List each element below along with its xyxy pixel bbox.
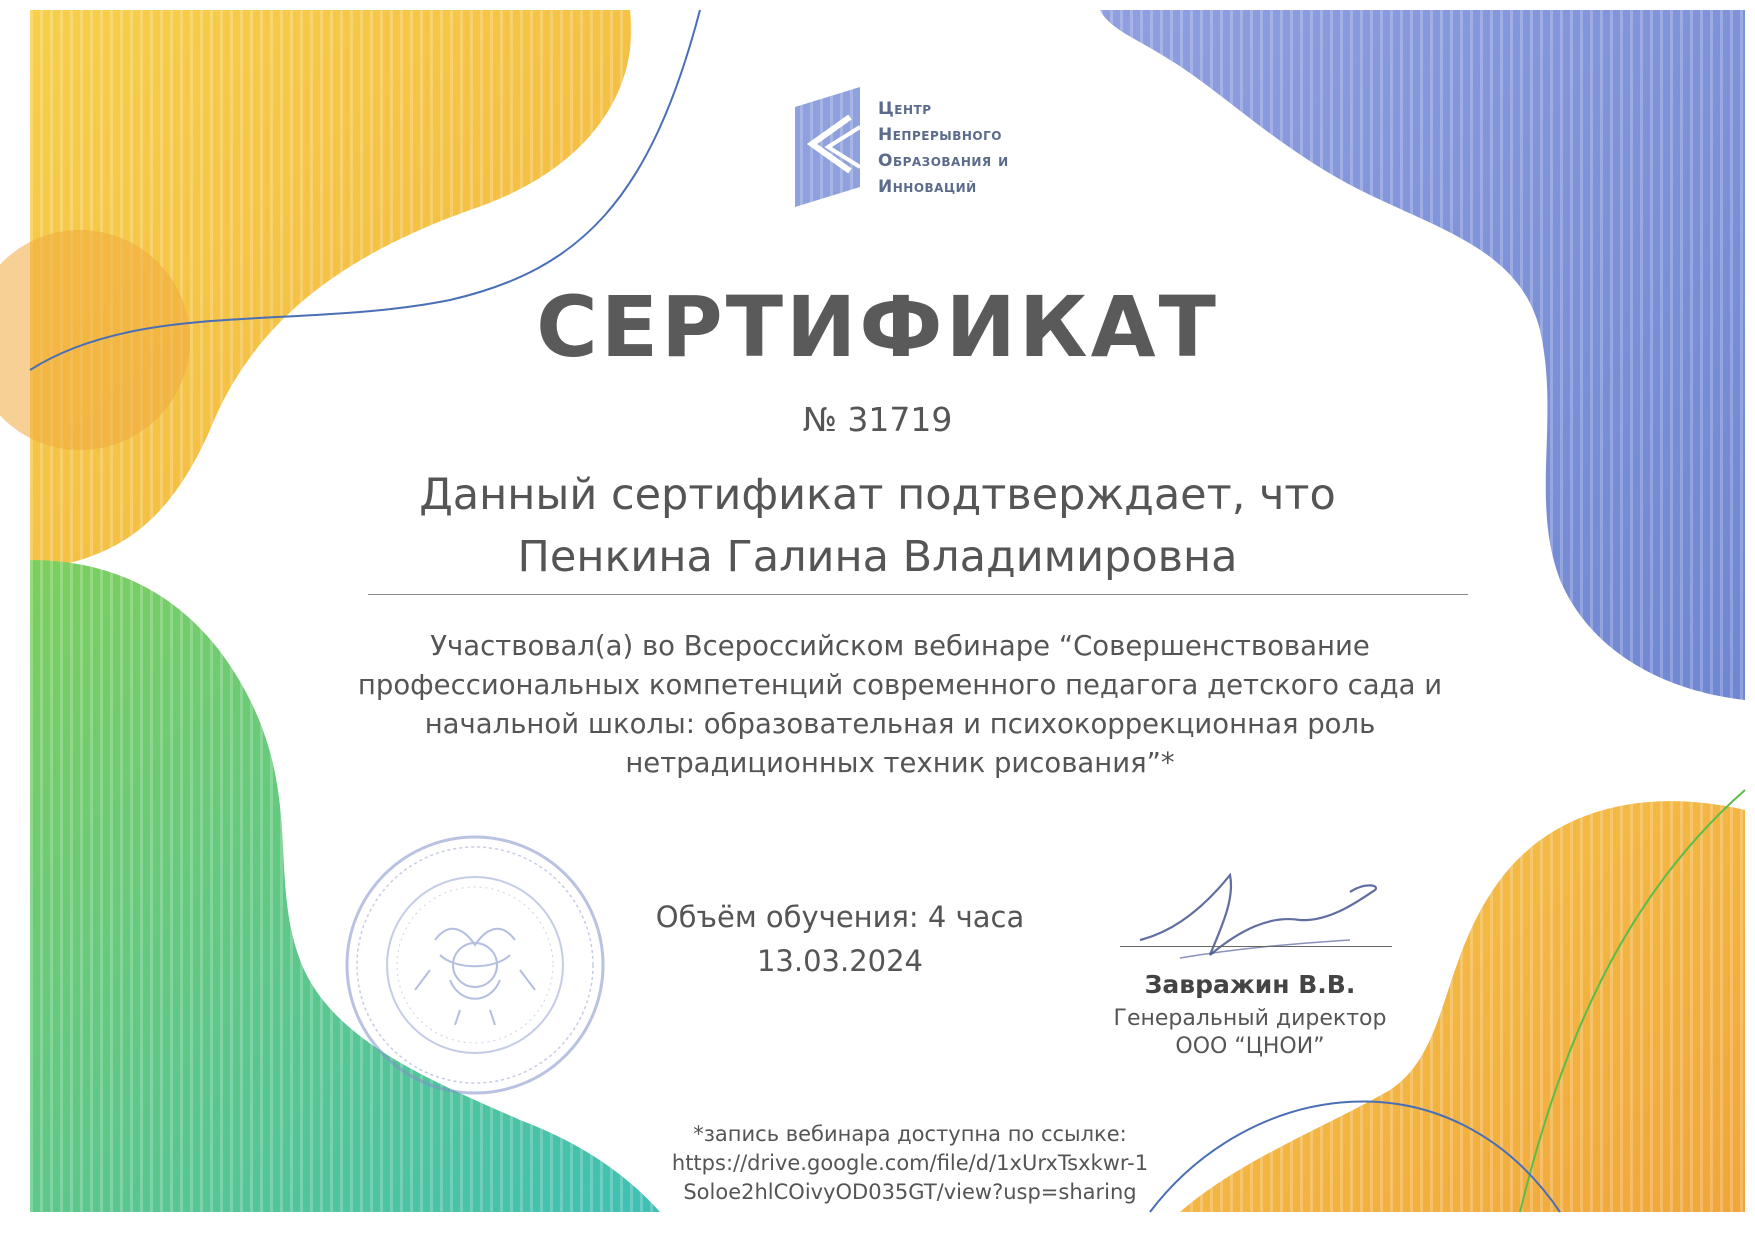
logo-line: Инноваций — [878, 177, 977, 197]
logo-text — [878, 96, 1009, 200]
issue-date: 13.03.2024 — [756, 944, 924, 978]
logo-line: Образования и — [878, 151, 1009, 171]
logo-icon — [790, 82, 870, 212]
signature-line — [1120, 946, 1392, 947]
description-line: нетрадиционных техник рисования”* — [625, 747, 1175, 779]
recording-link-continued[interactable]: Soloe2hlCOivyOD035GT/view?usp=sharing — [683, 1180, 1137, 1204]
logo-line: Центр — [878, 99, 932, 119]
certificate-number: № 31719 — [802, 400, 953, 439]
description-line: начальной школы: образовательная и психокоррекционная роль — [424, 708, 1376, 740]
logo — [790, 82, 1050, 212]
stamp-seal — [340, 830, 610, 1100]
recipient-name: Пенкина Галина Владимировна — [517, 532, 1238, 582]
director-title: Генеральный директор — [1113, 1006, 1387, 1031]
webinar-note — [640, 1120, 1180, 1207]
director-organization: ООО “ЦНОИ” — [1175, 1034, 1325, 1059]
training-volume: Объём обучения: 4 часа — [655, 900, 1025, 934]
logo-line: Непрерывного — [878, 125, 1002, 145]
description-line: Участвовал(а) во Всероссийском вебинаре “Совершенствование — [430, 630, 1370, 662]
description-line: профессиональных компетенций современного педагога детского сада и — [357, 669, 1443, 701]
certificate-title: СЕРТИФИКАТ — [536, 278, 1219, 376]
recording-link[interactable]: https://drive.google.com/file/d/1xUrxTsxkwr-1 — [671, 1151, 1149, 1175]
director-name: Завражин В.В. — [1144, 970, 1356, 999]
confirm-text: Данный сертификат подтверждает, что — [419, 470, 1336, 520]
note-caption: *запись вебинара доступна по ссылке: — [693, 1122, 1127, 1146]
name-underline — [368, 594, 1468, 595]
signature — [1120, 860, 1400, 970]
description — [300, 627, 1500, 783]
